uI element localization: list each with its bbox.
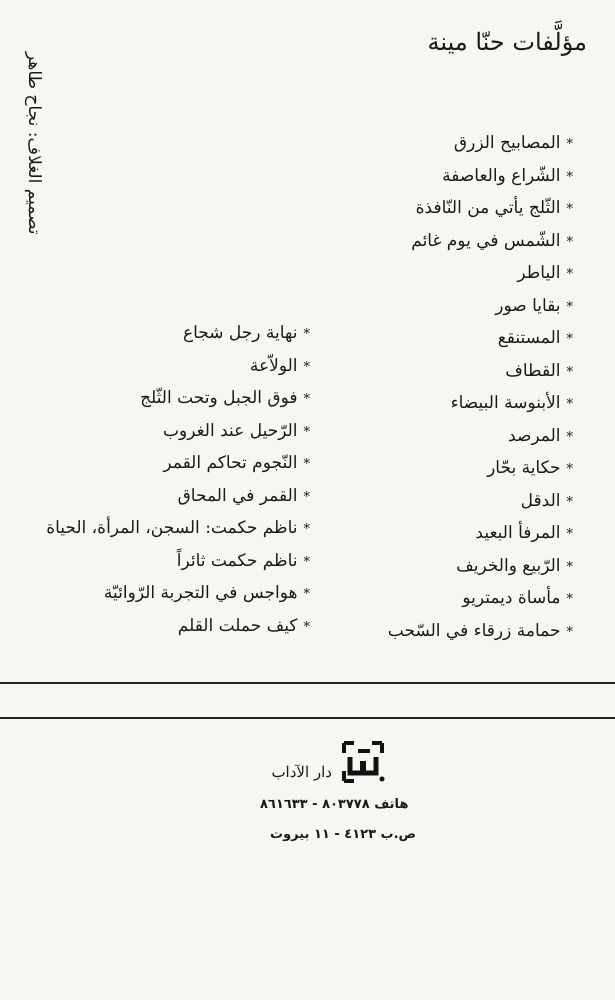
work-title-item <box>46 318 310 351</box>
work-title-item <box>388 453 573 486</box>
work-title: القمر في المحاق <box>177 485 298 506</box>
work-title-item <box>46 546 310 579</box>
bullet-star-icon: * <box>303 522 310 537</box>
work-title: الشّمس في يوم غائم <box>411 230 561 251</box>
work-title-item <box>46 481 310 514</box>
bullet-star-icon: * <box>566 527 573 542</box>
work-title-item <box>388 226 573 259</box>
bullet-star-icon: * <box>566 234 573 250</box>
bullet-star-icon: * <box>566 267 573 282</box>
bullet-star-icon: * <box>303 424 310 440</box>
bullet-star-icon: * <box>303 587 310 602</box>
bullet-star-icon: * <box>566 332 573 347</box>
work-title-item <box>46 611 310 644</box>
work-title-item <box>388 421 573 454</box>
work-title-item <box>46 513 310 546</box>
page-title: مؤلَّفات حنّا مينة <box>427 28 587 56</box>
work-title: المصابيح الزرق <box>453 133 561 153</box>
work-title: الدقل <box>520 490 561 511</box>
work-title: بقايا صور <box>495 295 561 316</box>
bullet-star-icon: * <box>566 559 573 575</box>
work-title: القطاف <box>505 360 561 381</box>
work-title-item <box>388 518 573 551</box>
work-title-item <box>46 578 310 611</box>
work-title-item <box>388 616 573 649</box>
work-title-item <box>46 448 310 481</box>
publisher-phone: هاتف ٨٠٣٧٧٨ - ٨٦١٦٣٣ <box>260 797 409 812</box>
bullet-star-icon: * <box>303 392 310 407</box>
publisher-name: دار الآداب <box>271 763 332 781</box>
work-title-item <box>46 383 310 416</box>
work-title: المرفأ البعيد <box>475 523 561 543</box>
work-title-item <box>388 193 573 226</box>
work-title: حكاية بحّار <box>487 458 561 478</box>
publisher-block <box>250 735 450 855</box>
work-title: مأساة ديمتريو <box>462 588 561 608</box>
work-title: الولاّعة <box>249 355 298 376</box>
bullet-star-icon: * <box>303 489 310 505</box>
work-title: الثّلج يأتي من النّافذة <box>415 198 561 218</box>
work-title: هواجس في التجربة الرّوائيّة <box>103 583 298 603</box>
work-title-item <box>388 258 573 291</box>
work-title: ناظم حكمت ثائراً <box>176 550 298 571</box>
work-title-item <box>388 161 573 194</box>
bullet-star-icon: * <box>566 624 573 640</box>
work-title: ناظم حكمت: السجن، المرأة، الحياة <box>46 518 298 538</box>
publisher-po-box: ص.ب ٤١٢٣ - ١١ بيروت <box>270 827 417 842</box>
work-title-item <box>388 323 573 356</box>
cover-design-credit: تصميم الغلاف: نجاح طاهر <box>24 52 44 235</box>
work-title: الأبنوسة البيضاء <box>450 393 561 413</box>
work-title: الرّبيع والخريف <box>456 555 561 576</box>
work-title: فوق الجبل وتحت الثّلج <box>140 388 298 408</box>
work-title-item <box>388 388 573 421</box>
bullet-star-icon: * <box>566 299 573 315</box>
bullet-star-icon: * <box>566 137 573 152</box>
works-list-right <box>388 128 573 648</box>
bullet-star-icon: * <box>303 359 310 375</box>
bullet-star-icon: * <box>566 364 573 380</box>
bullet-star-icon: * <box>566 462 573 477</box>
bullet-star-icon: * <box>303 619 310 635</box>
bullet-star-icon: * <box>303 554 310 570</box>
publisher-logo-icon <box>340 739 386 785</box>
work-title: المرصد <box>508 425 561 446</box>
work-title: كيف حملت القلم <box>177 615 298 636</box>
divider-bottom <box>0 717 615 719</box>
bullet-star-icon: * <box>566 169 573 185</box>
bullet-star-icon: * <box>566 202 573 217</box>
work-title: النّجوم تحاكم القمر <box>163 453 298 473</box>
work-title-item <box>388 291 573 324</box>
work-title-item <box>388 128 573 161</box>
bullet-star-icon: * <box>566 494 573 510</box>
works-list-left <box>46 318 310 643</box>
bullet-star-icon: * <box>303 457 310 472</box>
work-title-item <box>388 486 573 519</box>
bullet-star-icon: * <box>566 429 573 445</box>
work-title-item <box>388 356 573 389</box>
work-title-item <box>388 583 573 616</box>
work-title: حمامة زرقاء في السّحب <box>387 620 561 641</box>
work-title: نهاية رجل شجاع <box>182 323 298 343</box>
work-title: الرّحيل عند الغروب <box>163 420 298 441</box>
work-title-item <box>46 416 310 449</box>
work-title: الياطر <box>517 263 561 283</box>
bullet-star-icon: * <box>566 592 573 607</box>
work-title-item <box>388 551 573 584</box>
bullet-star-icon: * <box>303 327 310 342</box>
bullet-star-icon: * <box>566 397 573 412</box>
divider-top <box>0 682 615 684</box>
work-title: الشّراع والعاصفة <box>442 165 561 186</box>
work-title-item <box>46 351 310 384</box>
work-title: المستنقع <box>497 328 561 348</box>
